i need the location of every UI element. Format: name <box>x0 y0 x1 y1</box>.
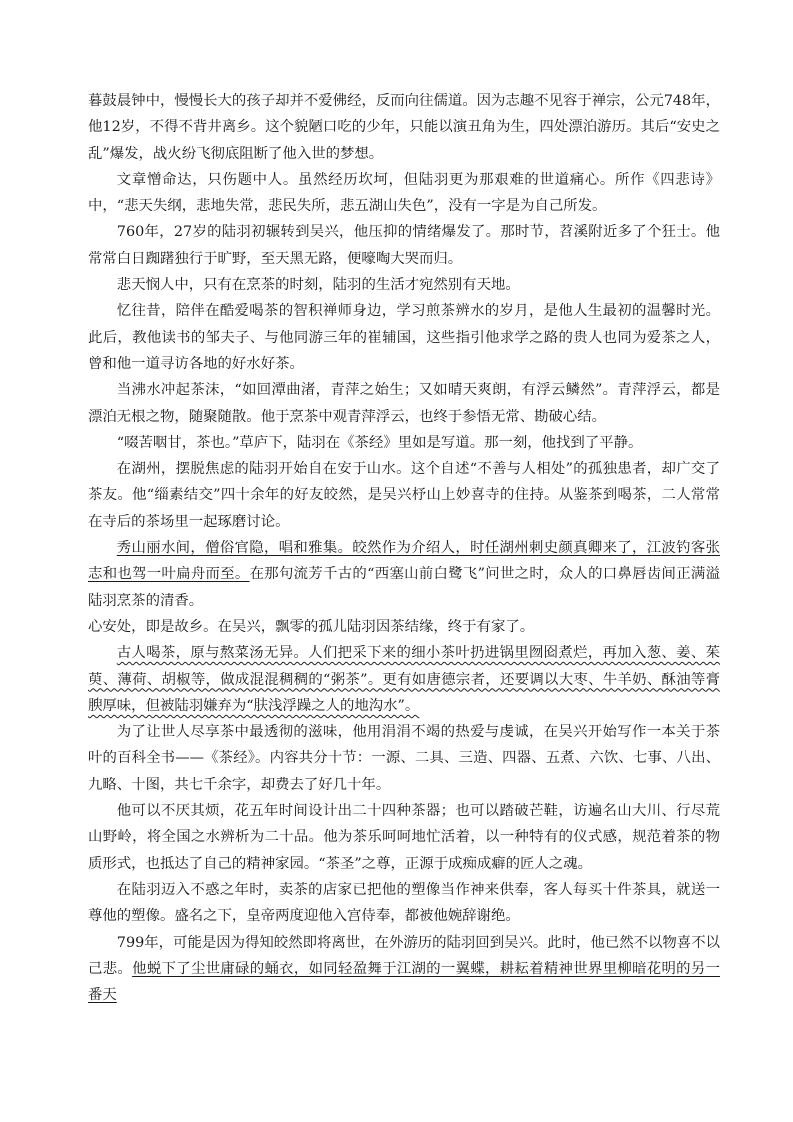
underlined-sentence: 秀山丽水间，僧俗官隐，唱和雅集。皎然作为介绍人，时任湖州刺史颜真卿来了，江波钓客张志和也驾一叶扁舟而至。 <box>88 540 720 583</box>
paragraph-14 <box>88 877 720 930</box>
paragraph-1 <box>88 88 720 167</box>
paragraph-3 <box>88 219 720 272</box>
text-run: 忆往昔，陪伴在酷爱喝茶的智积禅师身边，学习煎茶辨水的岁月，是他人生最初的温馨时光。此后，教他读书的邹夫子、与他同游三年的崔辅国，这些指引他求学之路的贵人也同为爱茶之人，曾和他一道寻访各地的好水好茶。 <box>88 303 720 372</box>
document-page <box>88 88 720 1008</box>
paragraph-9 <box>88 535 720 614</box>
text-run: 760年，27岁的陆羽初辗转到吴兴，他压抑的情绪爆发了。那时节，苕溪附近多了个狂士。他常常白日踟躇独行于旷野，至天黑无路，便嚎啕大哭而归。 <box>88 224 720 267</box>
text-run: 文章憎命达，只伤题中人。虽然经历坎坷，但陆羽更为那艰难的世道痛心。所作《四悲诗》中，“悲天失纲，悲地失常，悲民失所，悲五湖山失色”，没有一字是为自己所发。 <box>88 171 720 215</box>
paragraph-13 <box>88 798 720 877</box>
paragraph-4 <box>88 272 720 298</box>
paragraph-7 <box>88 430 720 456</box>
paragraph-11 <box>88 640 720 719</box>
text-run: 799年，可能是因为得知皎然即将离世，在外游历的陆羽回到吴兴。此时，他已然不以物喜不以己悲。 <box>88 934 720 977</box>
text-run: 在湖州，摆脱焦虑的陆羽开始自在安于山水。这个自述“不善与人相处”的孤独患者，却广交了茶友。他“缁素结交”四十余年的好友皎然，是吴兴杼山上妙喜寺的住持。从鉴茶到喝茶，二人常常在寺后的茶场里一起琢磨讨论。 <box>88 461 720 530</box>
paragraph-10 <box>88 614 720 640</box>
text-run: 悲天悯人中，只有在烹茶的时刻，陆羽的生活才宛然别有天地。 <box>116 277 520 294</box>
paragraph-15 <box>88 930 720 1009</box>
text-run: 当沸水冲起茶沫，“如回潭曲渚，青萍之始生；又如晴天爽朗，有浮云鳞然”。青萍浮云，都是漂泊无根之物，随聚随散。他于烹茶中观青萍浮云，也终于参悟无常、勘破心结。 <box>88 382 720 425</box>
underlined-sentence: 他蜕下了尘世庸碌的蛹衣，如同轻盈舞于江湖的一翼蝶，耕耘着精神世界里柳暗花明的另一番天 <box>88 960 720 1004</box>
text-run: 为了让世人尽享茶中最透彻的滋味，他用涓涓不竭的热爱与虔诚，在吴兴开始写作一本关于茶叶的百科全书——《茶经》。内容共分十节：一源、二具、三造、四器、五煮、六饮、七事、八出、九略、十图，共七千余字，却费去了好几十年。 <box>88 724 720 793</box>
paragraph-8 <box>88 456 720 535</box>
text-run: 心安处，即是故乡。在吴兴，飘零的孤儿陆羽因茶结缘，终于有家了。 <box>88 618 535 635</box>
text-run: 暮鼓晨钟中，慢慢长大的孩子却并不爱佛经，反而向往儒道。因为志趣不见容于禅宗，公元748年，他12岁，不得不背井离乡。这个貌陋口吃的少年，只能以演丑角为生，四处漂泊游历。其后“安史之乱”爆发，战火纷飞彻底阻断了他入世的梦想。 <box>88 93 720 162</box>
paragraph-6 <box>88 377 720 430</box>
text-run: “啜苦咽甘，茶也。”草庐下，陆羽在《茶经》里如是写道。那一刻，他找到了平静。 <box>116 434 643 451</box>
paragraph-12 <box>88 719 720 798</box>
text-run: 他可以不厌其烦，花五年时间设计出二十四种茶器；也可以踏破芒鞋，访遍名山大川、行尽荒山野岭，将全国之水辨析为二十品。他为茶乐呵呵地忙活着，以一种特有的仪式感，规范着茶的物质形式，也抵达了自己的精神家园。“茶圣”之尊，正源于成痴成癖的匠人之魂。 <box>88 803 720 872</box>
paragraph-2 <box>88 167 720 220</box>
paragraph-5 <box>88 298 720 377</box>
text-run: 在那句流芳千古的“西塞山前白鹭飞”问世之时，众人的口鼻唇齿间正满溢陆羽烹茶的清香。 <box>88 566 720 609</box>
text-run: 在陆羽迈入不惑之年时，卖茶的店家已把他的塑像当作神来供奉，客人每买十件茶具，就送一尊他的塑像。盛名之下，皇帝两度迎他入宫侍奉，都被他婉辞谢绝。 <box>88 881 720 925</box>
wavy-underlined-passage: 古人喝茶，原与熬菜汤无异。人们把采下来的细小茶叶扔进锅里囫囵煮烂，再加入葱、姜、茱萸、薄荷、胡椒等，做成混混稠稠的“粥茶”。更有如唐德宗者，还要调以大枣、牛羊奶、酥油等膏腴厚味，但被陆羽嫌弃为“肤浅浮躁之人的地沟水”。 <box>88 645 720 714</box>
